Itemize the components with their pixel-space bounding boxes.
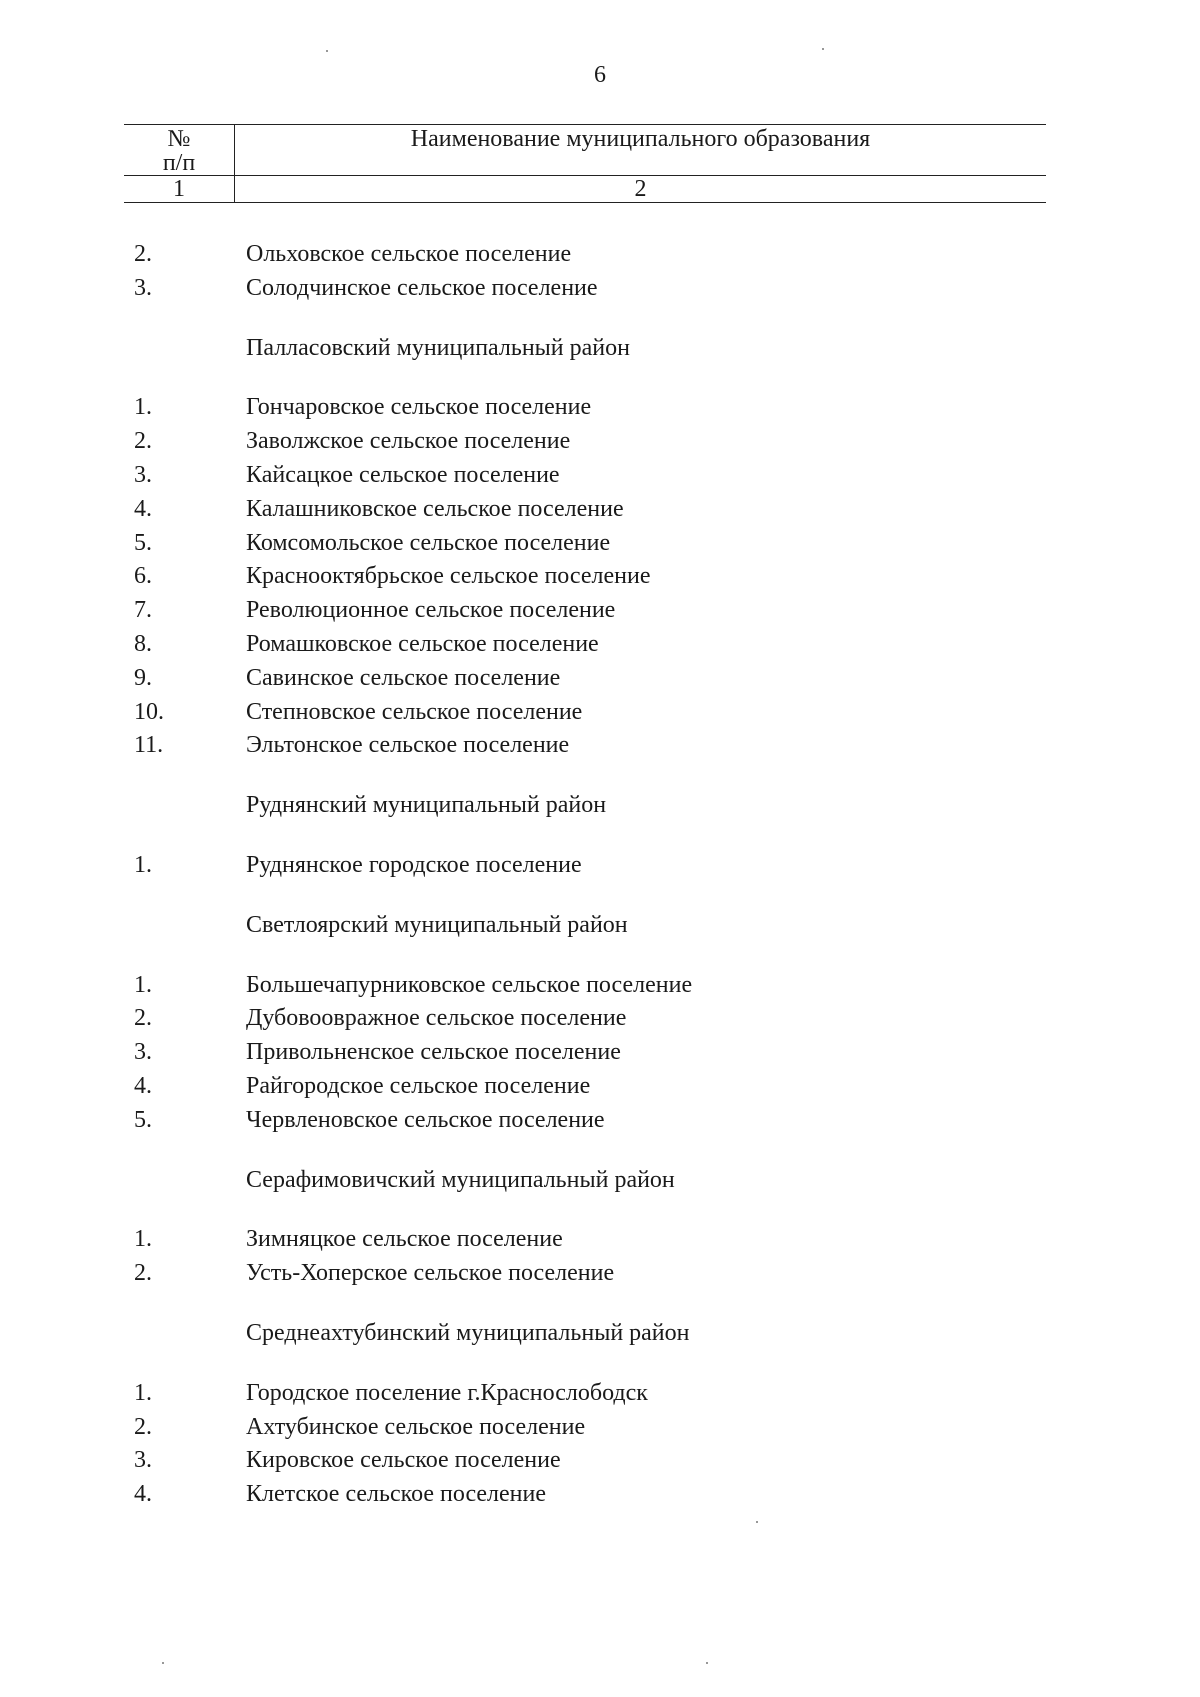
item-name: Ахтубинское сельское поселение [246, 1413, 586, 1440]
district-heading: Светлоярский муниципальный район [246, 911, 628, 938]
item-name: Большечапурниковское сельское поселение [246, 971, 693, 998]
item-name: Усть-Хоперское сельское поселение [246, 1260, 615, 1287]
list-item [134, 493, 1054, 527]
list-item [134, 696, 1054, 730]
item-number: 3. [134, 1039, 152, 1066]
column-number-header [124, 125, 235, 176]
list-item [134, 1411, 1054, 1445]
column-number-index: 1 [124, 176, 235, 203]
municipality-list [134, 238, 1054, 1512]
item-name: Эльтонское сельское поселение [246, 732, 570, 759]
list-item [134, 272, 1054, 306]
item-number: 2. [134, 428, 152, 455]
list-item [134, 1036, 1054, 1070]
scan-speck [162, 1662, 164, 1664]
list-item [134, 849, 1054, 883]
item-number: 1. [134, 971, 152, 998]
item-number: 5. [134, 1106, 152, 1133]
column-name-header: Наименование муниципального образования [235, 125, 1047, 176]
item-name: Клетское сельское поселение [246, 1481, 547, 1508]
item-number: 3. [134, 461, 152, 488]
list-item [134, 662, 1054, 696]
item-name: Гончаровское сельское поселение [246, 394, 592, 421]
scan-speck [756, 1521, 758, 1523]
item-name: Комсомольское сельское поселение [246, 529, 611, 556]
item-name: Райгородское сельское поселение [246, 1072, 591, 1099]
item-number: 2. [134, 241, 152, 267]
district-group [134, 909, 1054, 1138]
list-item [134, 1257, 1054, 1291]
item-number: 5. [134, 529, 152, 556]
item-name: Степновское сельское поселение [246, 698, 583, 725]
item-number: 2. [134, 1005, 152, 1032]
column-name-index: 2 [235, 176, 1047, 203]
list-item [134, 1002, 1054, 1036]
scan-speck [822, 48, 824, 50]
item-name: Привольненское сельское поселение [246, 1039, 621, 1066]
district-group [134, 789, 1054, 883]
list-item [134, 594, 1054, 628]
list-item [134, 1223, 1054, 1257]
item-number: 2. [134, 1413, 152, 1440]
item-number: 4. [134, 1481, 152, 1508]
list-item [134, 238, 1054, 272]
item-number: 7. [134, 597, 152, 624]
district-group [134, 238, 1054, 306]
item-number: 11. [134, 732, 164, 759]
item-name: Революционное сельское поселение [246, 597, 616, 624]
column-number-label-line1: № [167, 126, 191, 152]
item-name: Краснооктябрьское сельское поселение [246, 563, 651, 590]
item-name: Дубовоовражное сельское поселение [246, 1005, 627, 1032]
district-group [134, 1317, 1054, 1512]
item-name: Ромашковское сельское поселение [246, 630, 599, 657]
header-index-row [124, 176, 1046, 203]
district-heading: Палласовский муниципальный район [246, 334, 630, 361]
item-name: Зимняцкое сельское поселение [246, 1226, 563, 1253]
item-number: 8. [134, 630, 152, 657]
item-number: 4. [134, 495, 152, 522]
list-item [134, 729, 1054, 763]
list-item [134, 527, 1054, 561]
item-name: Савинское сельское поселение [246, 664, 561, 691]
scan-speck [706, 1662, 708, 1664]
item-number: 1. [134, 851, 152, 878]
column-number-label-line2: п/п [162, 150, 196, 176]
item-number: 9. [134, 664, 152, 691]
list-item [134, 628, 1054, 662]
item-number: 10. [134, 698, 164, 725]
list-item [134, 560, 1054, 594]
list-item [134, 459, 1054, 493]
item-number: 6. [134, 563, 152, 590]
district-heading: Руднянский муниципальный район [246, 792, 607, 819]
scan-speck [326, 50, 328, 52]
district-heading: Серафимовичский муниципальный район [246, 1166, 675, 1193]
list-item [134, 1070, 1054, 1104]
list-item [134, 969, 1054, 1003]
item-name: Руднянское городское поселение [246, 851, 582, 878]
item-name: Ольховское сельское поселение [246, 241, 572, 267]
header-row [124, 125, 1046, 176]
item-name: Городское поселение г.Краснослободск [246, 1379, 648, 1406]
item-number: 3. [134, 1447, 152, 1474]
item-name: Червленовское сельское поселение [246, 1106, 605, 1133]
item-name: Кировское сельское поселение [246, 1447, 561, 1474]
item-name: Заволжское сельское поселение [246, 428, 571, 455]
item-number: 1. [134, 1379, 152, 1406]
list-item [134, 1478, 1054, 1512]
page-number: 6 [594, 62, 606, 88]
district-heading: Среднеахтубинский муниципальный район [246, 1319, 690, 1346]
list-item [134, 425, 1054, 459]
list-item [134, 391, 1054, 425]
item-number: 1. [134, 1226, 152, 1253]
item-name: Кайсацкое сельское поселение [246, 461, 560, 488]
item-number: 4. [134, 1072, 152, 1099]
district-group [134, 332, 1054, 764]
item-name: Солодчинское сельское поселение [246, 274, 598, 301]
district-group [134, 1164, 1054, 1291]
column-header-table [124, 124, 1046, 203]
item-name: Калашниковское сельское поселение [246, 495, 624, 522]
list-item [134, 1444, 1054, 1478]
list-item [134, 1104, 1054, 1138]
list-item [134, 1377, 1054, 1411]
item-number: 2. [134, 1260, 152, 1287]
item-number: 3. [134, 274, 152, 301]
item-number: 1. [134, 394, 152, 421]
